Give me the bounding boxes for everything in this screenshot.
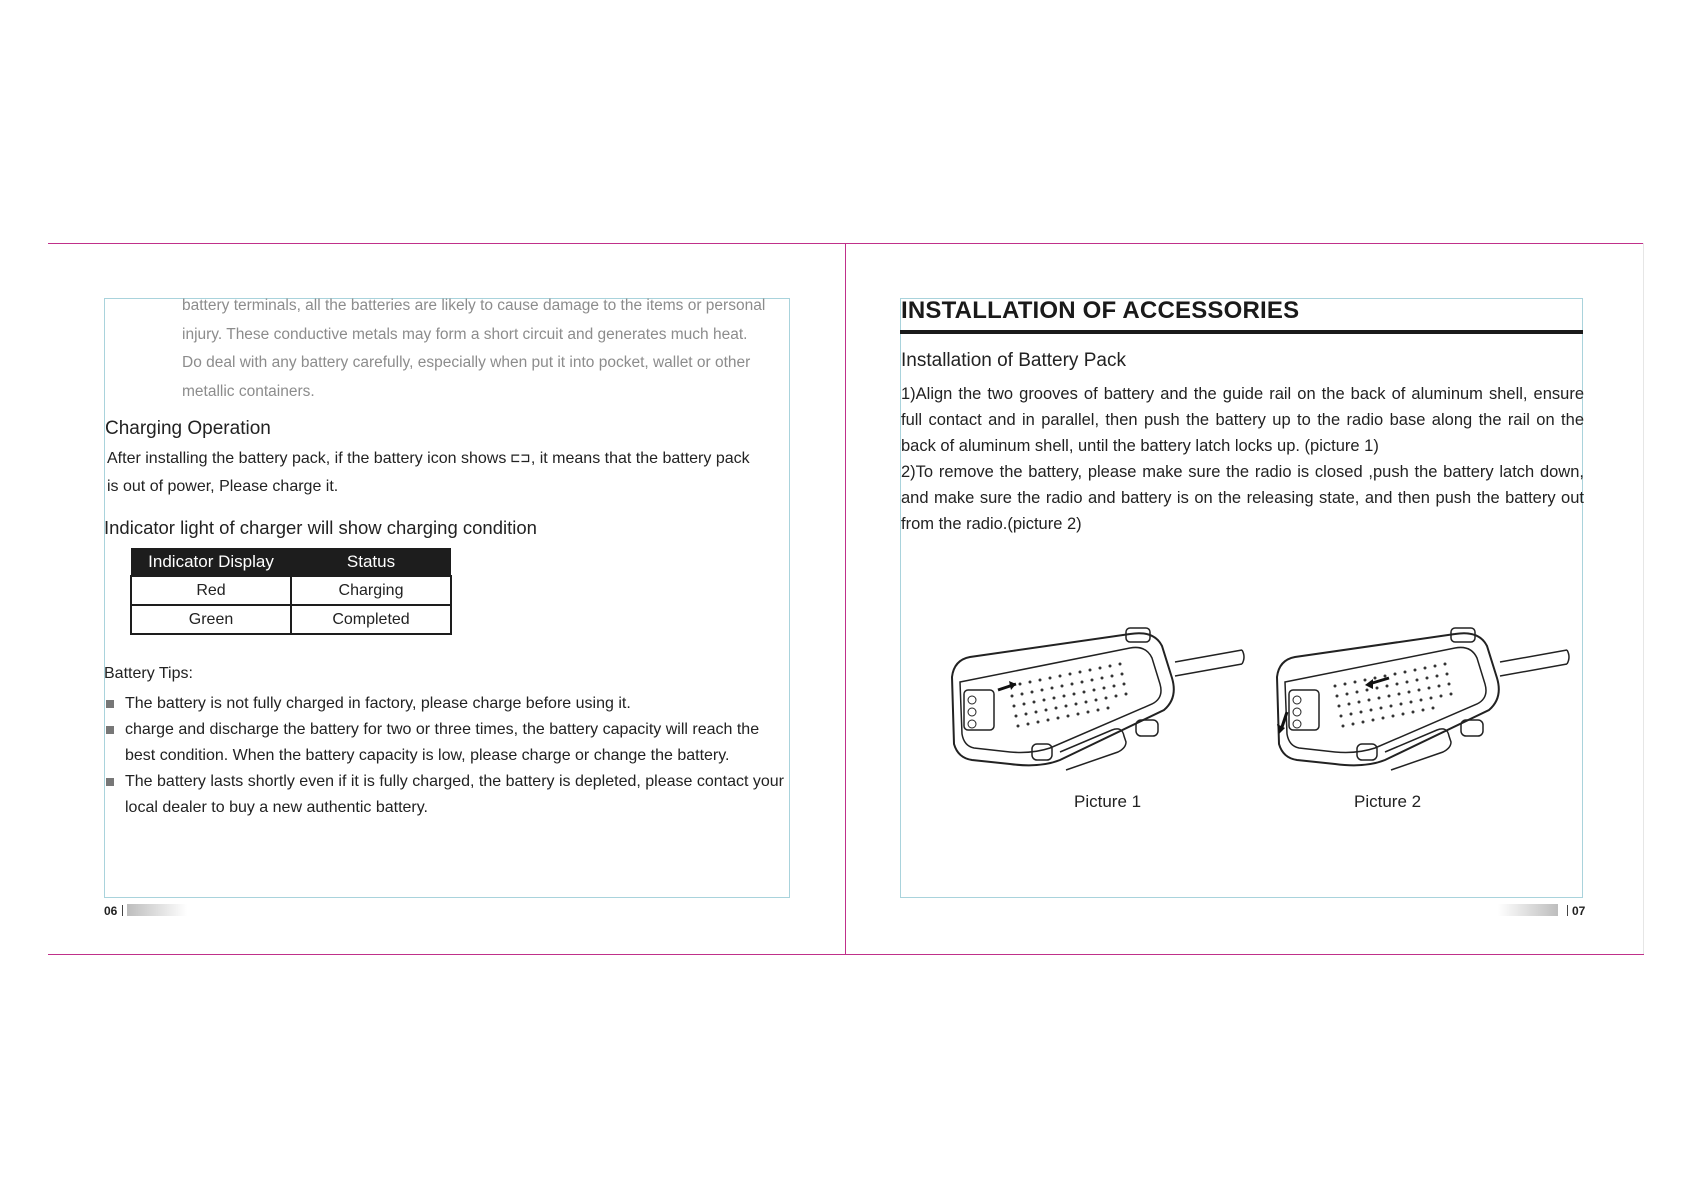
warning-line: Do deal with any battery carefully, especially when put it into pocket, wallet or other <box>182 354 751 371</box>
bottom-rule <box>48 954 1644 955</box>
page-number-left: 06 <box>104 904 118 918</box>
table-header-row <box>131 548 451 576</box>
charging-operation-text <box>107 444 807 501</box>
radio-battery-picture-1 <box>940 612 1245 772</box>
indicator-title: Indicator light of charger will show charging condition <box>104 517 537 538</box>
bullet-icon <box>106 700 114 708</box>
page-number-separator <box>1567 905 1568 916</box>
table-cell: Red <box>131 576 291 605</box>
charging-text-line2: is out of power, Please charge it. <box>107 478 339 495</box>
page-number-separator <box>122 905 123 916</box>
table-cell: Completed <box>291 605 451 634</box>
battery-warning-block <box>182 292 792 406</box>
table-row <box>131 605 451 634</box>
bullet-icon <box>106 778 114 786</box>
page-edge <box>1643 243 1644 954</box>
table-header: Status <box>291 548 451 576</box>
list-item <box>104 717 792 769</box>
page-footer-gradient <box>127 904 187 916</box>
tip-text: The battery lasts shortly even if it is fully charged, the battery is depleted, please contact your local dealer to buy a new authentic battery. <box>125 773 785 816</box>
picture-1-caption: Picture 1 <box>1074 792 1142 811</box>
warning-line: injury. These conductive metals may form a short circuit and generates much heat. <box>182 325 748 343</box>
page-title: INSTALLATION OF ACCESSORIES <box>901 297 1300 324</box>
warning-line: metallic containers. <box>182 382 315 400</box>
empty-battery-icon: ⊏⊐ <box>510 449 531 467</box>
title-underline <box>900 330 1583 334</box>
spine-divider <box>845 243 846 954</box>
warning-line: battery terminals, all the batteries are likely to cause damage to the items or personal <box>182 297 766 314</box>
table-cell: Charging <box>291 576 451 605</box>
installation-steps <box>901 381 1584 537</box>
step-text: 2)To remove the battery, please make sure the radio is closed ,push the battery latch down, and make sure the radio and battery is on the releasing state, and then push the battery out from the radio.(picture 2) <box>901 463 1584 533</box>
bullet-icon <box>106 726 114 734</box>
tip-text: The battery is not fully charged in factory, please charge before using it. <box>125 695 631 712</box>
step-text: 1)Align the two grooves of battery and the guide rail on the back of aluminum shell, ensure full contact and in parallel, then push the battery up to the radio base along the rail on the back of aluminum shell, until the battery latch locks up. (picture 1) <box>901 385 1584 455</box>
battery-tips-title: Battery Tips: <box>104 665 193 682</box>
charging-operation-title: Charging Operation <box>105 418 271 439</box>
tip-text: charge and discharge the battery for two or three times, the battery capacity will reach the best condition. When the battery capacity is low, please charge or change the battery. <box>125 721 760 764</box>
charging-text-after: , it means that the battery pack <box>530 450 750 467</box>
list-item <box>104 769 792 821</box>
top-rule <box>48 243 1644 244</box>
battery-tips-list <box>104 691 792 821</box>
indicator-table <box>130 548 452 635</box>
table-cell: Green <box>131 605 291 634</box>
list-item <box>104 691 792 717</box>
page-number-right: 07 <box>1572 904 1586 918</box>
picture-2-caption: Picture 2 <box>1354 792 1422 811</box>
battery-install-subtitle: Installation of Battery Pack <box>901 350 1126 371</box>
page-footer-gradient <box>1498 904 1558 916</box>
table-header: Indicator Display <box>131 548 291 576</box>
table-row <box>131 576 451 605</box>
charging-text-before: After installing the battery pack, if the battery icon shows <box>107 450 507 467</box>
radio-battery-picture-2 <box>1265 612 1570 772</box>
